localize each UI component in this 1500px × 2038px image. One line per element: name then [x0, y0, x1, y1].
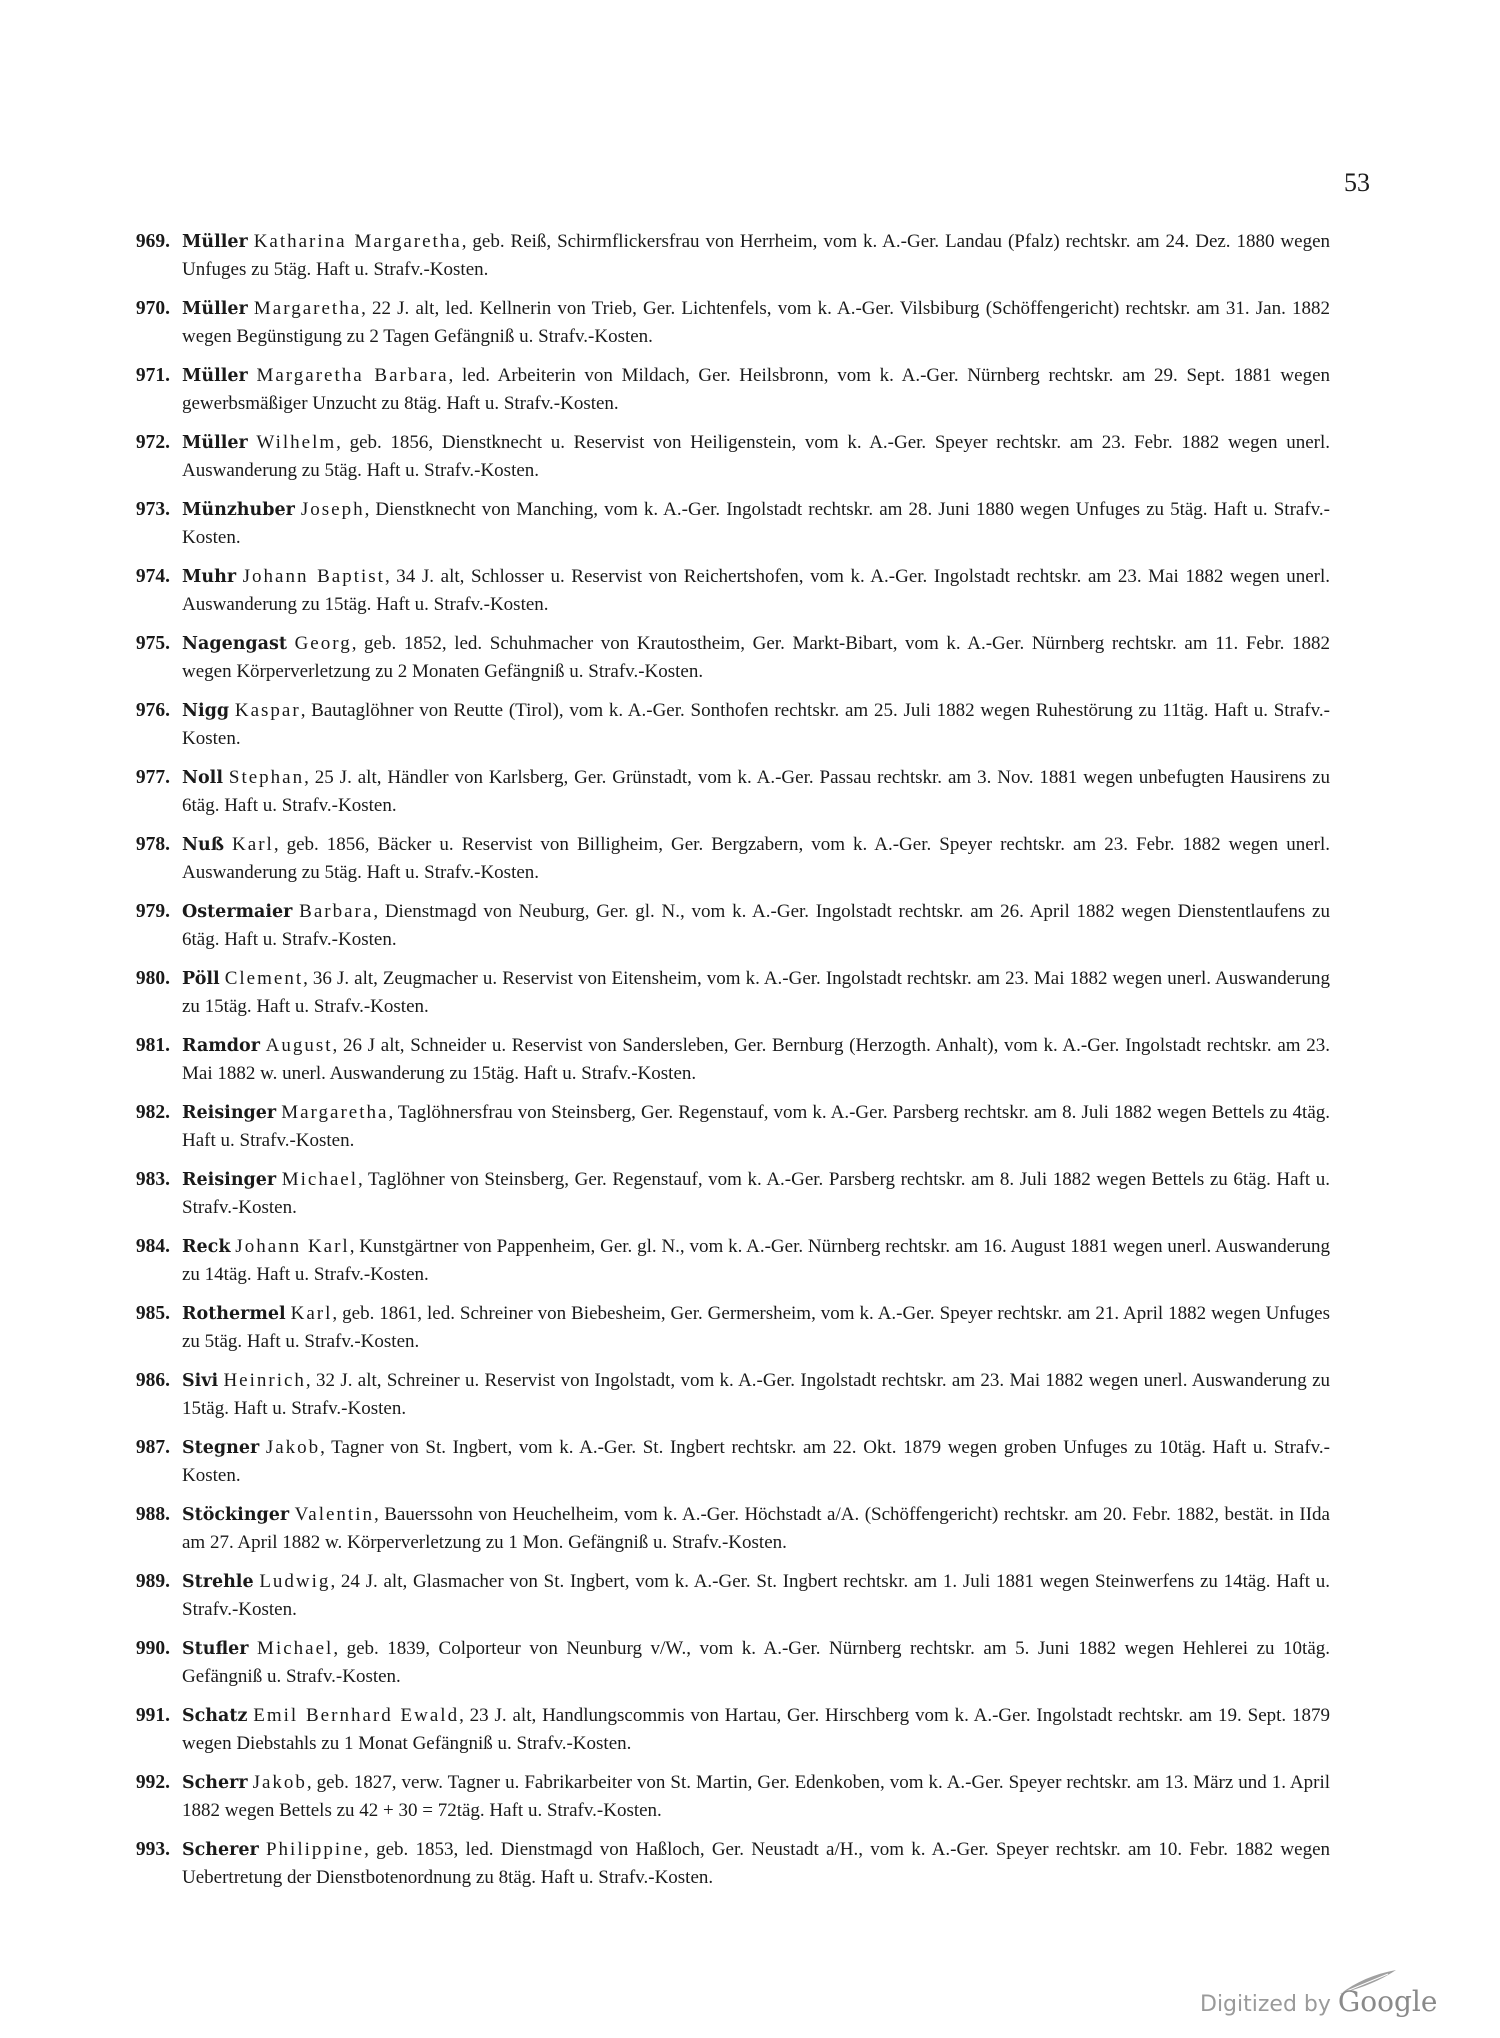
entry-text [182, 1501, 1330, 1555]
list-item [95, 1166, 1330, 1233]
entry-details: , Dienstmagd von Neuburg, Ger. gl. N., vom k. A.-Ger. Ingolstadt rechtskr. am 26. April 1882 wegen Dienstentlaufens zu 6täg. Haft u. Strafv.-Kosten. [182, 901, 1330, 950]
entry-surname: Strehle [182, 1572, 254, 1592]
entry-text [182, 1702, 1330, 1756]
entry-text [182, 1233, 1330, 1287]
entry-number: 991. [135, 1705, 170, 1726]
entry-given-name: Emil Bernhard Ewald [253, 1705, 460, 1726]
list-item [95, 362, 1330, 429]
entry-number: 987. [135, 1437, 170, 1458]
entry-text [182, 563, 1330, 617]
entry-surname: Scherr [182, 1773, 248, 1793]
entry-text [182, 965, 1330, 1019]
entry-surname: Reisinger [182, 1103, 277, 1123]
list-item [95, 295, 1330, 362]
entry-details: , Taglöhnersfrau von Steinsberg, Ger. Regenstauf, vom k. A.-Ger. Parsberg rechtskr. am 8. Juli 1882 wegen Bettels zu 4täg. Haft u. Strafv.-Kosten. [182, 1102, 1330, 1151]
entry-surname: Ramdor [182, 1036, 260, 1056]
list-item [95, 831, 1330, 898]
entry-given-name: Kaspar [234, 700, 301, 721]
entry-given-name: Clement [224, 968, 304, 989]
entry-number: 977. [135, 767, 170, 788]
entry-details: , Kunstgärtner von Pappenheim, Ger. gl. N., vom k. A.-Ger. Nürnberg rechtskr. am 16. August 1881 wegen unerl. Auswanderung zu 14täg. Haft u. Strafv.-Kosten. [182, 1236, 1330, 1285]
entry-given-name: Johann Baptist [242, 566, 385, 587]
entry-surname: Sivi [182, 1371, 219, 1391]
entry-number: 976. [135, 700, 170, 721]
entry-given-name: Joseph [300, 499, 365, 520]
entry-number: 974. [135, 566, 170, 587]
entry-number: 990. [135, 1638, 170, 1659]
entry-details: , Taglöhner von Steinsberg, Ger. Regenstauf, vom k. A.-Ger. Parsberg rechtskr. am 8. Juli 1882 wegen Bettels zu 6täg. Haft u. Strafv.-Kosten. [182, 1169, 1330, 1218]
entry-given-name: Georg [294, 633, 352, 654]
entry-given-name: Jakob [252, 1772, 307, 1793]
entry-details: , 26 J alt, Schneider u. Reservist von Sandersleben, Ger. Bernburg (Herzogth. Anhalt), vom k. A.-Ger. Ingolstadt rechtskr. am 23. Mai 1882 w. unerl. Auswanderung zu 15täg. Haft u. Strafv.-Kosten. [182, 1035, 1330, 1084]
entry-given-name: Karl [232, 834, 274, 855]
entry-details: , 23 J. alt, Handlungscommis von Hartau, Ger. Hirschberg vom k. A.-Ger. Ingolstadt rechtskr. am 19. Sept. 1879 wegen Diebstahls zu 1 Monat Gefängniß u. Strafv.-Kosten. [182, 1705, 1330, 1754]
entry-number: 978. [135, 834, 170, 855]
entry-number: 971. [135, 365, 170, 386]
entry-text [182, 898, 1330, 952]
entry-given-name: August [265, 1035, 333, 1056]
entry-given-name: Ludwig [259, 1571, 331, 1592]
entry-number: 993. [135, 1839, 170, 1860]
list-item [95, 898, 1330, 965]
entry-details: , 36 J. alt, Zeugmacher u. Reservist von Eitensheim, vom k. A.-Ger. Ingolstadt rechtskr. am 23. Mai 1882 wegen unerl. Auswanderung zu 15täg. Haft u. Strafv.-Kosten. [182, 968, 1330, 1017]
entry-details: , Bautaglöhner von Reutte (Tirol), vom k. A.-Ger. Sonthofen rechtskr. am 25. Juli 1882 wegen Ruhestörung zu 11täg. Haft u. Strafv.-Kosten. [182, 700, 1330, 749]
entry-given-name: Michael [281, 1169, 358, 1190]
entry-surname: Nigg [182, 701, 230, 721]
entry-number: 980. [135, 968, 170, 989]
entry-details: , geb. 1861, led. Schreiner von Biebesheim, Ger. Germersheim, vom k. A.-Ger. Speyer rechtskr. am 21. April 1882 wegen Unfuges zu 5täg. Haft u. Strafv.-Kosten. [182, 1303, 1330, 1352]
entry-details: , 24 J. alt, Glasmacher von St. Ingbert, vom k. A.-Ger. St. Ingbert rechtskr. am 1. Juli 1881 wegen Steinwerfens zu 14täg. Haft u. Strafv.-Kosten. [182, 1571, 1330, 1620]
list-item [95, 965, 1330, 1032]
list-item [95, 1702, 1330, 1769]
entry-given-name: Margaretha Barbara [256, 365, 449, 386]
entry-number: 992. [135, 1772, 170, 1793]
entry-given-name: Margaretha [281, 1102, 389, 1123]
list-item [95, 563, 1330, 630]
entry-surname: Ostermaier [182, 902, 293, 922]
watermark-prefix: Digitized by [1200, 1992, 1331, 2017]
entry-text [182, 697, 1330, 751]
entry-number: 983. [135, 1169, 170, 1190]
entry-given-name: Katharina Margaretha [253, 231, 462, 252]
entry-details: , geb. 1827, verw. Tagner u. Fabrikarbeiter von St. Martin, Ger. Edenkoben, vom k. A.-Ger. Speyer rechtskr. am 13. März und 1. April 1882 wegen Bettels zu 42 + 30 = 72täg. Haft u. Strafv.-Kosten. [182, 1772, 1330, 1821]
entry-surname: Müller [182, 433, 248, 453]
entry-text [182, 1434, 1330, 1488]
entry-text [182, 1367, 1330, 1421]
entry-surname: Müller [182, 299, 248, 319]
entry-text [182, 764, 1330, 818]
entry-details: , 32 J. alt, Schreiner u. Reservist von Ingolstadt, vom k. A.-Ger. Ingolstadt rechtskr. am 23. Mai 1882 wegen unerl. Auswanderung zu 15täg. Haft u. Strafv.-Kosten. [182, 1370, 1330, 1419]
entry-given-name: Johann Karl [235, 1236, 350, 1257]
entry-text [182, 295, 1330, 349]
entry-given-name: Stephan [228, 767, 305, 788]
entry-text [182, 1099, 1330, 1153]
entry-surname: Schatz [182, 1706, 248, 1726]
entry-number: 988. [135, 1504, 170, 1525]
list-item [95, 1568, 1330, 1635]
entry-text [182, 228, 1330, 282]
entry-surname: Müller [182, 232, 248, 252]
entry-surname: Müller [182, 366, 248, 386]
entry-number: 982. [135, 1102, 170, 1123]
entry-details: , geb. 1853, led. Dienstmagd von Haßloch, Ger. Neustadt a/H., vom k. A.-Ger. Speyer rechtskr. am 10. Febr. 1882 wegen Uebertretung der Dienstbotenordnung zu 8täg. Haft u. Strafv.-Kosten. [182, 1839, 1330, 1888]
entry-surname: Nagengast [182, 634, 287, 654]
entry-number: 984. [135, 1236, 170, 1257]
entry-details: , geb. Reiß, Schirmflickersfrau von Herrheim, vom k. A.-Ger. Landau (Pfalz) rechtskr. am 24. Dez. 1880 wegen Unfuges zu 5täg. Haft u. Strafv.-Kosten. [182, 231, 1330, 280]
entry-list [95, 228, 1330, 1903]
entry-surname: Stufler [182, 1639, 249, 1659]
watermark-brand: Google [1337, 1985, 1438, 2018]
list-item [95, 1635, 1330, 1702]
list-item [95, 1367, 1330, 1434]
list-item [95, 496, 1330, 563]
entry-given-name: Heinrich [223, 1370, 306, 1391]
entry-given-name: Karl [290, 1303, 333, 1324]
entry-surname: Nuß [182, 835, 225, 855]
entry-given-name: Valentin [294, 1504, 374, 1525]
page-number: 53 [1344, 168, 1370, 197]
entry-surname: Muhr [182, 567, 237, 587]
entry-surname: Münzhuber [182, 500, 295, 520]
entry-details: , 22 J. alt, led. Kellnerin von Trieb, Ger. Lichtenfels, vom k. A.-Ger. Vilsbiburg (Schöffengericht) rechtskr. am 31. Jan. 1882 wegen Begünstigung zu 2 Tagen Gefängniß u. Strafv.-Kosten. [182, 298, 1330, 347]
entry-text [182, 1769, 1330, 1823]
entry-number: 969. [135, 231, 170, 252]
entry-details: , Tagner von St. Ingbert, vom k. A.-Ger. St. Ingbert rechtskr. am 22. Okt. 1879 wegen groben Unfuges zu 10täg. Haft u. Strafv.-Kosten. [182, 1437, 1330, 1486]
entry-given-name: Jakob [265, 1437, 321, 1458]
list-item [95, 630, 1330, 697]
entry-text [182, 362, 1330, 416]
entry-surname: Reck [182, 1237, 231, 1257]
entry-surname: Scherer [182, 1840, 259, 1860]
list-item [95, 1769, 1330, 1836]
entry-number: 981. [135, 1035, 170, 1056]
list-item [95, 1434, 1330, 1501]
entry-details: , geb. 1852, led. Schuhmacher von Krautostheim, Ger. Markt-Bibart, vom k. A.-Ger. Nürnberg rechtskr. am 11. Febr. 1882 wegen Körperverletzung zu 2 Monaten Gefängniß u. Strafv.-Kosten. [182, 633, 1330, 682]
entry-text [182, 429, 1330, 483]
entry-surname: Noll [182, 768, 223, 788]
entry-details: , led. Arbeiterin von Mildach, Ger. Heilsbronn, vom k. A.-Ger. Nürnberg rechtskr. am 29. Sept. 1881 wegen gewerbsmäßiger Unzucht zu 8täg. Haft u. Strafv.-Kosten. [182, 365, 1330, 414]
entry-text [182, 1300, 1330, 1354]
entry-text [182, 1032, 1330, 1086]
entry-details: , geb. 1856, Dienstknecht u. Reservist von Heiligenstein, vom k. A.-Ger. Speyer rechtskr. am 23. Febr. 1882 wegen unerl. Auswanderung zu 5täg. Haft u. Strafv.-Kosten. [182, 432, 1330, 481]
list-item [95, 1233, 1330, 1300]
entry-details: , Dienstknecht von Manching, vom k. A.-Ger. Ingolstadt rechtskr. am 28. Juni 1880 wegen Unfuges zu 5täg. Haft u. Strafv.-Kosten. [182, 499, 1330, 548]
entry-text [182, 1836, 1330, 1890]
entry-text [182, 831, 1330, 885]
entry-surname: Stöckinger [182, 1505, 290, 1525]
entry-text [182, 496, 1330, 550]
entry-details: , geb. 1856, Bäcker u. Reservist von Billigheim, Ger. Bergzabern, vom k. A.-Ger. Speyer rechtskr. am 23. Febr. 1882 wegen unerl. Auswanderung zu 5täg. Haft u. Strafv.-Kosten. [182, 834, 1330, 883]
entry-number: 979. [135, 901, 170, 922]
list-item [95, 697, 1330, 764]
entry-number: 985. [135, 1303, 170, 1324]
list-item [95, 764, 1330, 831]
entry-given-name: Wilhelm [256, 432, 337, 453]
entry-number: 970. [135, 298, 170, 319]
list-item [95, 228, 1330, 295]
list-item [95, 1099, 1330, 1166]
entry-number: 972. [135, 432, 170, 453]
entry-given-name: Michael [257, 1638, 334, 1659]
entry-surname: Stegner [182, 1438, 260, 1458]
entry-text [182, 630, 1330, 684]
entry-text [182, 1568, 1330, 1622]
entry-number: 973. [135, 499, 170, 520]
list-item [95, 1300, 1330, 1367]
entry-surname: Reisinger [182, 1170, 277, 1190]
list-item [95, 1032, 1330, 1099]
list-item [95, 1501, 1330, 1568]
entry-details: , 34 J. alt, Schlosser u. Reservist von Reichertshofen, vom k. A.-Ger. Ingolstadt rechtskr. am 23. Mai 1882 wegen unerl. Auswanderung zu 15täg. Haft u. Strafv.-Kosten. [182, 566, 1330, 615]
entry-given-name: Philippine [265, 1839, 365, 1860]
list-item [95, 1836, 1330, 1903]
entry-number: 975. [135, 633, 170, 654]
entry-surname: Rothermel [182, 1304, 286, 1324]
entry-number: 986. [135, 1370, 170, 1391]
entry-given-name: Barbara [299, 901, 374, 922]
entry-given-name: Margaretha [253, 298, 362, 319]
entry-details: , geb. 1839, Colporteur von Neunburg v/W., vom k. A.-Ger. Nürnberg rechtskr. am 5. Juni 1882 wegen Hehlerei zu 10täg. Gefängniß u. Strafv.-Kosten. [182, 1638, 1330, 1687]
entry-surname: Pöll [182, 969, 220, 989]
list-item [95, 429, 1330, 496]
entry-text [182, 1166, 1330, 1220]
entry-details: , Bauerssohn von Heuchelheim, vom k. A.-Ger. Höchstadt a/A. (Schöffengericht) rechtskr. am 20. Febr. 1882, bestät. in IIda am 27. April 1882 w. Körperverletzung zu 1 Mon. Gefängniß u. Strafv.-Kosten. [182, 1504, 1330, 1553]
entry-number: 989. [135, 1571, 170, 1592]
digitized-watermark [1200, 1985, 1480, 2018]
entry-details: , 25 J. alt, Händler von Karlsberg, Ger. Grünstadt, vom k. A.-Ger. Passau rechtskr. am 3. Nov. 1881 wegen unbefugten Hausirens zu 6täg. Haft u. Strafv.-Kosten. [182, 767, 1330, 816]
entry-text [182, 1635, 1330, 1689]
